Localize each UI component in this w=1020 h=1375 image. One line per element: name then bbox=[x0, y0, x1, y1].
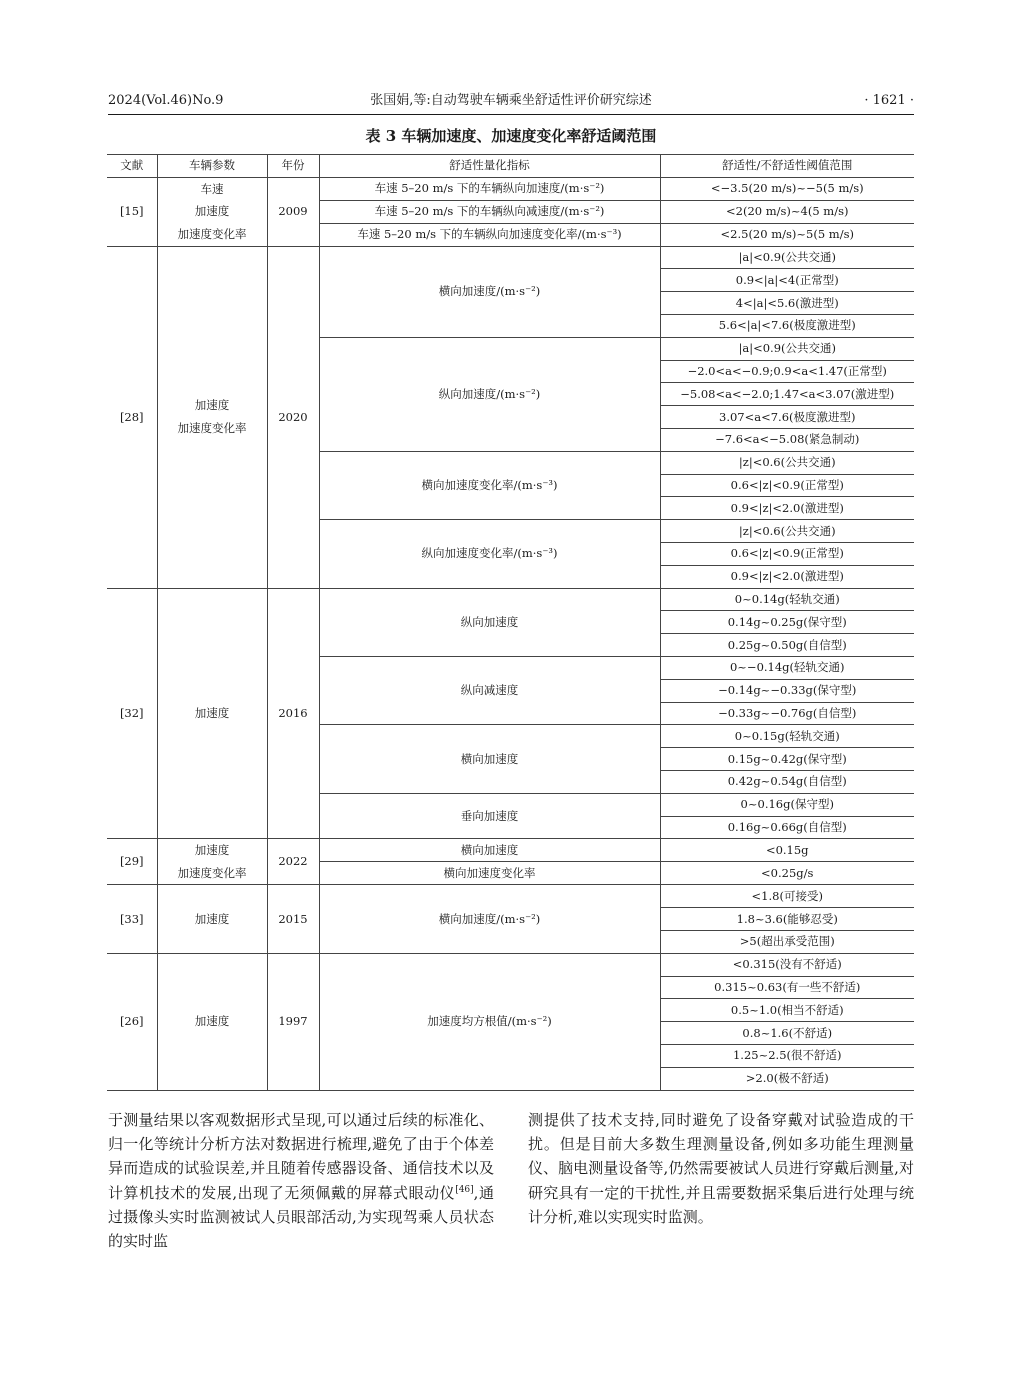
metric-cell: 车速 5–20 m/s 下的车辆纵向减速度/(m·s⁻²) bbox=[319, 200, 660, 223]
ref-cell: [29] bbox=[107, 839, 157, 885]
metric-cell: 加速度均方根值/(m·s⁻²) bbox=[319, 953, 660, 1090]
metric-cell: 车速 5–20 m/s 下的车辆纵向加速度/(m·s⁻²) bbox=[319, 177, 660, 200]
range-cell: −7.6<a<−5.08(紧急制动) bbox=[660, 428, 914, 451]
range-cell: 0.9<|z|<2.0(激进型) bbox=[660, 565, 914, 588]
metric-cell: 横向加速度/(m·s⁻²) bbox=[319, 885, 660, 953]
table-row bbox=[107, 839, 914, 862]
range-cell: 5.6<|a|<7.6(极度激进型) bbox=[660, 314, 914, 337]
ref-cell: [28] bbox=[107, 246, 157, 588]
body-column-right: 测提供了技术支持,同时避免了设备穿戴对试验造成的干扰。但是目前大多数生理测量设备,例如多功能生理测量仪、脑电测量设备等,仍然需要被试人员进行穿戴后测量,对研究具有一定的干扰性,并且需要数据采集后进行处理与统计分析,难以实现实时监测。 bbox=[528, 1111, 914, 1226]
range-cell: 0.15g~0.42g(保守型) bbox=[660, 748, 914, 771]
metric-cell: 横向加速度变化率/(m·s⁻³) bbox=[319, 451, 660, 519]
citation-ref: [46] bbox=[455, 1184, 474, 1195]
metric-cell: 横向加速度 bbox=[319, 725, 660, 793]
journal-volume: 2024(Vol.46)No.9 bbox=[108, 93, 224, 108]
comfort-threshold-table bbox=[107, 154, 914, 1091]
metric-cell: 横向加速度/(m·s⁻²) bbox=[319, 246, 660, 337]
running-header bbox=[108, 90, 914, 112]
range-cell: <2(20 m/s)~4(5 m/s) bbox=[660, 200, 914, 223]
range-cell: 0.9<|z|<2.0(激进型) bbox=[660, 497, 914, 520]
range-cell: |a|<0.9(公共交通) bbox=[660, 337, 914, 360]
range-cell: 0.315~0.63(有一些不舒适) bbox=[660, 976, 914, 999]
year-cell: 2016 bbox=[267, 588, 319, 839]
range-cell: 0~−0.14g(轻轨交通) bbox=[660, 656, 914, 679]
body-text-left-part1: 于测量结果以客观数据形式呈现,可以通过后续的标准化、归一化等统计分析方法对数据进行梳理,避免了由于个体差异而造成的试验误差,并且随着传感器设备、通信技术以及计算机技术的发展,出现了无须佩戴的屏幕式眼动仪 bbox=[108, 1111, 494, 1202]
year-cell: 2009 bbox=[267, 177, 319, 246]
range-cell: 0.8~1.6(不舒适) bbox=[660, 1022, 914, 1045]
metric-cell: 横向加速度 bbox=[319, 839, 660, 862]
range-cell: <0.25g/s bbox=[660, 862, 914, 885]
range-cell: 0.16g~0.66g(自信型) bbox=[660, 816, 914, 839]
param-cell: 车速 加速度 加速度变化率 bbox=[157, 177, 267, 246]
running-title: 张国娟,等:自动驾驶车辆乘坐舒适性评价研究综述 bbox=[370, 93, 652, 108]
table-row bbox=[107, 885, 914, 908]
range-cell: 0~0.16g(保守型) bbox=[660, 793, 914, 816]
year-cell: 2020 bbox=[267, 246, 319, 588]
range-cell: 0.14g~0.25g(保守型) bbox=[660, 611, 914, 634]
range-cell: 0.6<|z|<0.9(正常型) bbox=[660, 542, 914, 565]
range-cell: 0.9<|a|<4(正常型) bbox=[660, 269, 914, 292]
param-cell: 加速度 bbox=[157, 885, 267, 953]
header-rule bbox=[108, 114, 914, 115]
range-cell: <0.315(没有不舒适) bbox=[660, 953, 914, 976]
range-cell: 0~0.15g(轻轨交通) bbox=[660, 725, 914, 748]
range-cell: 4<|a|<5.6(激进型) bbox=[660, 292, 914, 315]
range-cell: 3.07<a<7.6(极度激进型) bbox=[660, 406, 914, 429]
range-cell: |z|<0.6(公共交通) bbox=[660, 520, 914, 543]
range-cell: |a|<0.9(公共交通) bbox=[660, 246, 914, 269]
range-cell: <−3.5(20 m/s)~−5(5 m/s) bbox=[660, 177, 914, 200]
range-cell: 0.5~1.0(相当不舒适) bbox=[660, 999, 914, 1022]
ref-cell: [32] bbox=[107, 588, 157, 839]
table-header-row bbox=[107, 155, 914, 178]
range-cell: >5(超出承受范围) bbox=[660, 931, 914, 954]
table-row bbox=[107, 953, 914, 976]
metric-cell: 纵向加速度/(m·s⁻²) bbox=[319, 337, 660, 451]
range-cell: <2.5(20 m/s)~5(5 m/s) bbox=[660, 223, 914, 246]
param-cell: 加速度 加速度变化率 bbox=[157, 246, 267, 588]
table-row bbox=[107, 177, 914, 200]
year-cell: 2015 bbox=[267, 885, 319, 953]
col-header-ref: 文献 bbox=[107, 155, 157, 178]
range-cell: −0.14g~−0.33g(保守型) bbox=[660, 679, 914, 702]
range-cell: 1.25~2.5(很不舒适) bbox=[660, 1045, 914, 1068]
year-cell: 2022 bbox=[267, 839, 319, 885]
metric-cell: 纵向加速度变化率/(m·s⁻³) bbox=[319, 520, 660, 588]
range-cell: 0.42g~0.54g(自信型) bbox=[660, 770, 914, 793]
metric-cell: 纵向减速度 bbox=[319, 656, 660, 724]
table-row bbox=[107, 588, 914, 611]
col-header-metric: 舒适性量化指标 bbox=[319, 155, 660, 178]
range-cell: −5.08<a<−2.0;1.47<a<3.07(激进型) bbox=[660, 383, 914, 406]
metric-cell: 车速 5–20 m/s 下的车辆纵向加速度变化率/(m·s⁻³) bbox=[319, 223, 660, 246]
param-cell: 加速度 bbox=[157, 953, 267, 1090]
col-header-param: 车辆参数 bbox=[157, 155, 267, 178]
range-cell: 0~0.14g(轻轨交通) bbox=[660, 588, 914, 611]
range-cell: >2.0(极不舒适) bbox=[660, 1067, 914, 1090]
metric-cell: 垂向加速度 bbox=[319, 793, 660, 839]
ref-cell: [15] bbox=[107, 177, 157, 246]
range-cell: 0.25g~0.50g(自信型) bbox=[660, 634, 914, 657]
range-cell: <1.8(可接受) bbox=[660, 885, 914, 908]
col-header-range: 舒适性/不舒适性阈值范围 bbox=[660, 155, 914, 178]
metric-cell: 横向加速度变化率 bbox=[319, 862, 660, 885]
page-number: · 1621 · bbox=[864, 93, 914, 108]
param-cell: 加速度 bbox=[157, 588, 267, 839]
range-cell: 1.8~3.6(能够忍受) bbox=[660, 908, 914, 931]
range-cell: 0.6<|z|<0.9(正常型) bbox=[660, 474, 914, 497]
table-caption: 表 3 车辆加速度、加速度变化率舒适阈范围 bbox=[365, 127, 657, 145]
body-column-left bbox=[108, 1108, 494, 1253]
ref-cell: [26] bbox=[107, 953, 157, 1090]
param-cell: 加速度 加速度变化率 bbox=[157, 839, 267, 885]
metric-cell: 纵向加速度 bbox=[319, 588, 660, 656]
range-cell: −0.33g~−0.76g(自信型) bbox=[660, 702, 914, 725]
body-text-left-part2: ,通过摄像头实时监测被试人员眼部活动,为实现驾乘人员状态的实时监 bbox=[108, 1183, 494, 1251]
range-cell: −2.0<a<−0.9;0.9<a<1.47(正常型) bbox=[660, 360, 914, 383]
col-header-year: 年份 bbox=[267, 155, 319, 178]
ref-cell: [33] bbox=[107, 885, 157, 953]
range-cell: |z|<0.6(公共交通) bbox=[660, 451, 914, 474]
range-cell: <0.15g bbox=[660, 839, 914, 862]
year-cell: 1997 bbox=[267, 953, 319, 1090]
table-row bbox=[107, 246, 914, 269]
